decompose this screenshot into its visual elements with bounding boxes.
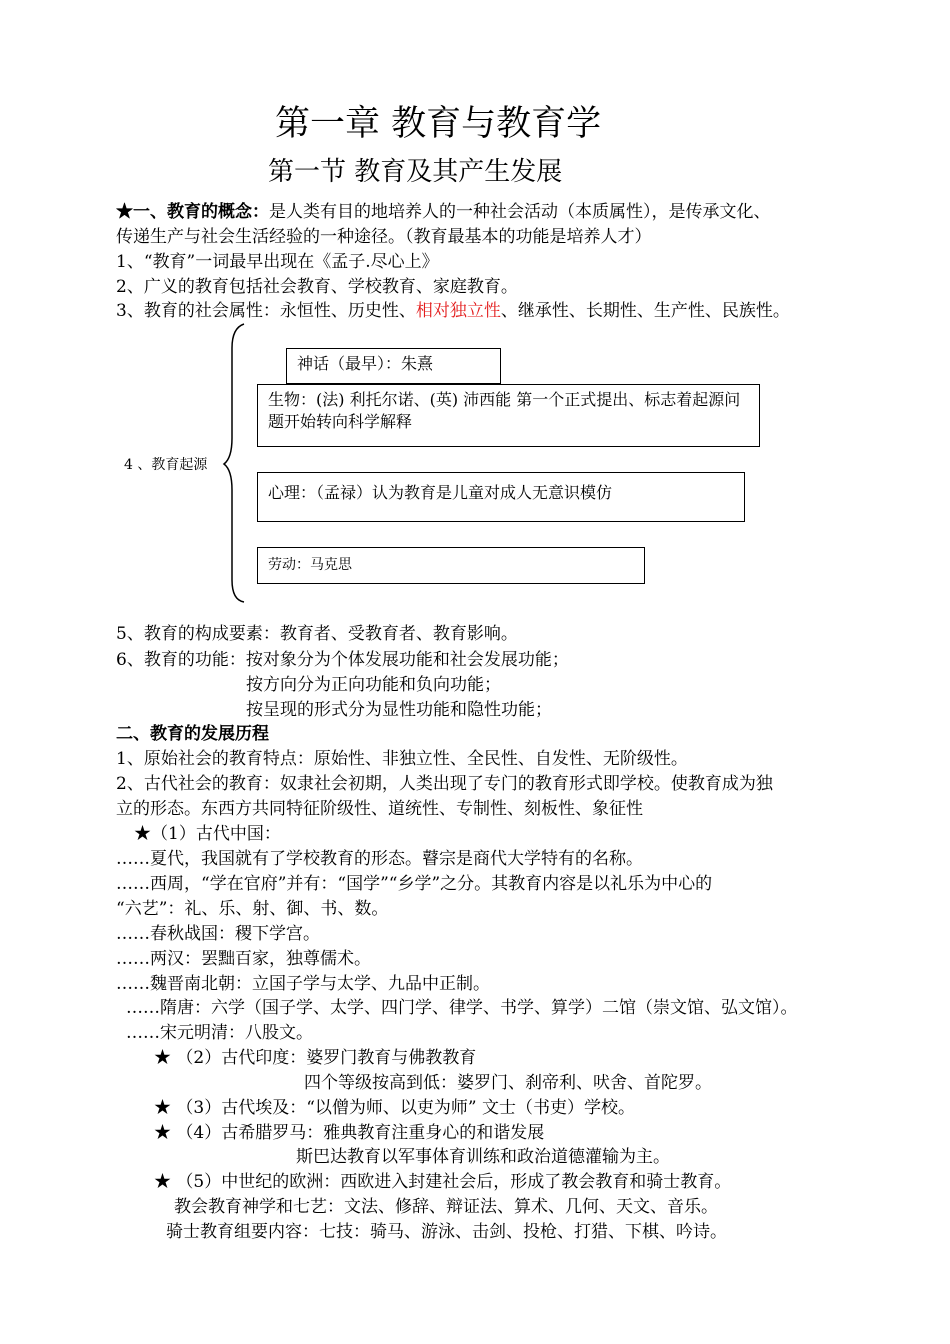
p2-item-1: 1、原始社会的教育特点：原始性、非独立性、全民性、自发性、无阶级性。 (116, 749, 688, 769)
origin-labor-box: 劳动：马克思 (257, 547, 645, 584)
china-han: ……两汉：罢黜百家，独尊儒术。 (116, 949, 371, 969)
china-song: ……宋元明清：八股文。 (126, 1023, 313, 1043)
china-heading: ★（1）古代中国： (134, 824, 281, 844)
china-sui: ……隋唐：六学（国子学、太学、四门学、律学、书学、算学）二馆（崇文馆、弘文馆）。 (126, 998, 798, 1018)
medieval-line-1: ★ （5）中世纪的欧洲：西欧进入封建社会后，形成了教会教育和骑士教育。 (154, 1172, 732, 1192)
concept-line-1 (116, 200, 771, 224)
chapter-title: 第一章 教育与教育学 (275, 104, 602, 144)
concept-line-2: 传递生产与社会生活经验的一种途径。（教育最基本的功能是培养人才） (116, 227, 652, 247)
origin-brace (220, 318, 250, 608)
star-icon: ★ (116, 202, 133, 222)
greece-line-2: 斯巴达教育以军事体育训练和政治道德灌输为主。 (296, 1147, 670, 1167)
p2-item-2-line-1: 2、古代社会的教育：奴隶社会初期，人类出现了专门的教育形式即学校。使教育成为独 (116, 774, 773, 794)
greece-line-1: ★ （4）古希腊罗马：雅典教育注重身心的和谐发展 (154, 1123, 545, 1143)
china-zhou-line-1: ……西周，“学在官府”并有：“国学”“乡学”之分。其教育内容是以礼乐为中心的 (116, 874, 713, 894)
item-6-line-1: 6、教育的功能：按对象分为个体发展功能和社会发展功能； (116, 650, 569, 670)
india-line-2: 四个等级按高到低：婆罗门、刹帝利、吠舍、首陀罗。 (304, 1073, 712, 1093)
medieval-line-3: 骑士教育组要内容：七技：骑马、游泳、击剑、投枪、打猎、下棋、吟诗。 (166, 1222, 727, 1242)
medieval-line-2: 教会教育神学和七艺：文法、修辞、辩证法、算术、几何、天文、音乐。 (174, 1197, 718, 1217)
china-wei: ……魏晋南北朝：立国子学与太学、九品中正制。 (116, 974, 490, 994)
item-5: 5、教育的构成要素：教育者、受教育者、教育影响。 (116, 624, 518, 644)
india-line-1: ★ （2）古代印度：婆罗门教育与佛教教育 (154, 1048, 477, 1068)
part-2-heading: 二、教育的发展历程 (116, 724, 269, 744)
item-1: 1、“教育”一词最早出现在《孟子.尽心上》 (116, 252, 439, 272)
item-2: 2、广义的教育包括社会教育、学校教育、家庭教育。 (116, 277, 518, 297)
p2-item-2-line-2: 立的形态。东西方共同特征阶级性、道统性、专制性、刻板性、象征性 (116, 799, 643, 819)
item-3 (116, 299, 790, 323)
item-3-after: 、继承性、长期性、生产性、民族性。 (500, 301, 790, 321)
item-6-line-3: 按呈现的形式分为显性功能和隐性功能； (246, 700, 552, 720)
section-title: 第一节 教育及其产生发展 (268, 157, 563, 187)
origin-biology-box: 生物：(法) 利托尔诺、(英) 沛西能 第一个正式提出、标志着起源问题开始转向科学解释 (257, 384, 760, 447)
china-chunqiu: ……春秋战国：稷下学宫。 (116, 924, 320, 944)
item-3-highlight: 相对独立性 (415, 301, 501, 321)
origin-myth-box: 神话（最早）：朱熹 (286, 348, 501, 384)
concept-text: 是人类有目的地培养人的一种社会活动（本质属性），是传承文化、 (269, 202, 771, 222)
item-6-line-2: 按方向分为正向功能和负向功能； (246, 675, 501, 695)
china-xia: ……夏代，我国就有了学校教育的形态。瞽宗是商代大学特有的名称。 (116, 849, 643, 869)
origin-label: 4 、教育起源 (124, 457, 208, 473)
china-zhou-line-2: “六艺”：礼、乐、射、御、书、数。 (116, 899, 389, 919)
egypt-line: ★ （3）古代埃及：“以僧为师、以吏为师” 文士（书吏）学校。 (154, 1098, 636, 1118)
item-3-before: 3、教育的社会属性：永恒性、历史性、 (116, 301, 416, 321)
concept-heading: 一、教育的概念： (133, 202, 269, 222)
origin-psychology-box: 心理：（孟禄）认为教育是儿童对成人无意识模仿 (257, 472, 745, 522)
